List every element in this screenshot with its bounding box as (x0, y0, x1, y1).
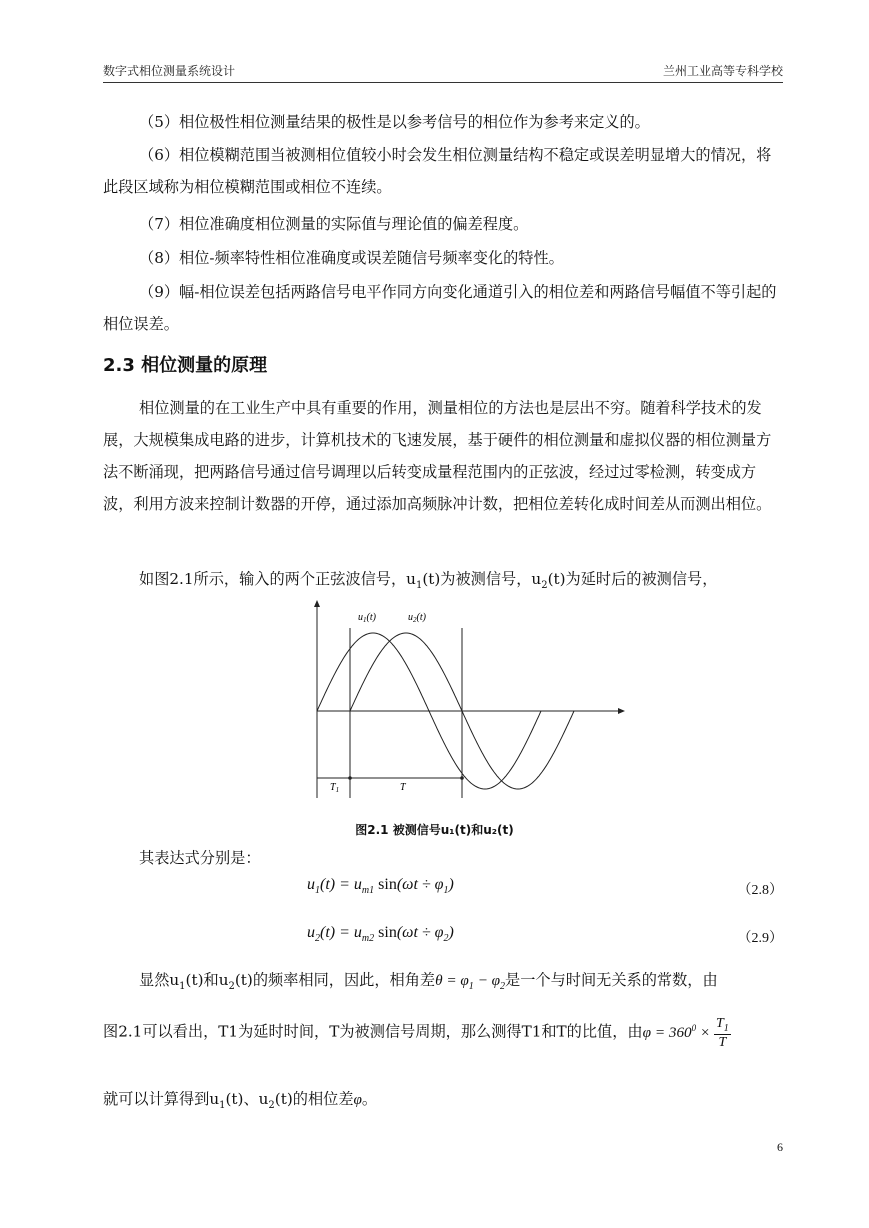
phi-symbol: φ (353, 1091, 362, 1108)
equation-2-8 (307, 876, 454, 896)
label-u1-sub: 1 (363, 616, 367, 624)
equation-number-2-8: （2.8） (737, 883, 783, 898)
x-axis-arrow (618, 708, 625, 714)
text-run: (t)的相位差 (274, 1090, 354, 1108)
label-T: T (400, 782, 406, 793)
label-u2-sub: 2 (413, 616, 417, 624)
subscript: 2 (541, 580, 548, 592)
intro-paragraph: 相位测量的在工业生产中具有重要的作用，测量相位的方法也是层出不穷。随着科学技术的发展，大规模集成电路的进步，计算机技术的飞速发展，基于硬件的相位测量和虚拟仪器的相位测量方法不断涌现，把两路信号通过信号调理以后转变成量程范围内的正弦波，经过过零检测，转变成方波，利用方波来控制计数器的开停，通过添加高频脉冲计数，把相位差转化成时间差从而测出相位。 (103, 399, 772, 513)
text-run: (t)、u (225, 1090, 269, 1108)
phi-expression (642, 1016, 731, 1050)
eq-part: (t) = u (320, 876, 362, 893)
eq-sub: 1 (443, 885, 449, 897)
label-T1-sub: 1 (335, 786, 340, 794)
text-run: (t)和u (185, 971, 229, 989)
label-T1 (330, 782, 339, 794)
eq-sub: m1 (361, 885, 375, 897)
eq-part: (t) = u (320, 924, 362, 941)
eq-part: θ = φ (435, 972, 469, 989)
paragraph-item-8: （8）相位-频率特性相位准确度或误差随信号频率变化的特性。 (139, 249, 564, 267)
paragraph-item-6: （6）相位模糊范围当被测相位值较小时会发生相位测量结构不稳定或误差明显增大的情况，将此段区域称为相位模糊范围或相位不连续。 (103, 146, 772, 196)
eq-part: ) (448, 876, 454, 893)
eq-sup: 0 (691, 1022, 697, 1033)
eq-part: ) (448, 924, 454, 941)
text-run: (t)为延时后的被测信号， (547, 570, 718, 588)
figure-caption: 图2.1 被测信号u₁(t)和u₂(t) (355, 823, 514, 837)
eq-part: sin (374, 876, 397, 893)
subscript: 1 (179, 981, 186, 993)
span-dot (348, 776, 352, 780)
text-run: 如图2.1所示，输入的两个正弦波信号，u (139, 570, 416, 588)
span-dot (460, 776, 464, 780)
text-run: (t)的频率相同，因此，相角差 (234, 971, 436, 989)
label-u1-base: u (358, 612, 363, 623)
section-heading: 2.3 相位测量的原理 (103, 355, 268, 376)
eq-sub: 2 (315, 933, 320, 945)
subscript: 2 (228, 981, 235, 993)
eq-part: − φ (473, 972, 501, 989)
text-run: 图2.1可以看出，T1为延时时间，T为被测信号周期，那么测得T1和T的比值，由 (103, 1022, 643, 1041)
eq-sub: 2 (500, 981, 506, 993)
eq-part: u (307, 924, 315, 941)
equation-2-9 (307, 924, 454, 944)
equation-number-2-9: （2.9） (737, 931, 783, 946)
conclusion-line-1 (139, 964, 789, 1003)
subscript: 1 (415, 580, 423, 592)
y-axis-arrow (314, 600, 320, 607)
theta-expression (435, 972, 506, 993)
page-number: 6 (777, 1140, 783, 1154)
eq-part: × (696, 1023, 711, 1041)
expression-lead: 其表达式分别是： (139, 849, 261, 867)
fraction-numerator (714, 1016, 731, 1035)
fraction-denominator: T (718, 1034, 727, 1050)
eq-sub: 1 (468, 981, 474, 993)
sine-wave-figure (300, 598, 630, 803)
label-T1-base: T (330, 782, 336, 793)
eq-sub: 2 (443, 933, 449, 945)
eq-sub: 1 (315, 885, 320, 897)
text-run: 显然u (139, 971, 180, 989)
subscript: 1 (219, 1100, 226, 1112)
paragraph-item-5: （5）相位极性相位测量结果的极性是以参考信号的相位作为参考来定义的。 (139, 113, 650, 131)
header-rule (103, 82, 783, 83)
eq-part: sin (374, 924, 397, 941)
text-run: 是一个与时间无关系的常数，由 (505, 971, 718, 989)
paragraph-item-7: （7）相位准确度相位测量的实际值与理论值的偏差程度。 (139, 215, 529, 233)
label-u1 (358, 612, 377, 624)
label-u2 (408, 612, 427, 624)
text-run: 。 (361, 1090, 378, 1108)
eq-part: (ωt ÷ φ (396, 924, 444, 941)
label-u2-arg: (t) (416, 612, 426, 623)
eq-sub: m2 (361, 933, 375, 945)
eq-part: u (307, 876, 315, 893)
eq-sub: 1 (723, 1022, 729, 1034)
paragraph-item-9: （9）幅-相位误差包括两路信号电平作同方向变化通道引入的相位差和两路信号幅值不等引起的相位误差。 (103, 283, 777, 333)
conclusion-line-3 (103, 1083, 783, 1122)
figure-intro-paragraph (103, 563, 783, 602)
eq-part: (ωt ÷ φ (396, 876, 444, 893)
fraction (714, 1016, 731, 1050)
text-run: (t)为被测信号，u (422, 570, 542, 588)
eq-part: T (716, 1016, 724, 1031)
conclusion-line-2 (103, 1016, 793, 1050)
header-left-title: 数字式相位测量系统设计 (103, 64, 236, 78)
text-run: 就可以计算得到u (103, 1090, 220, 1108)
label-u2-base: u (408, 612, 413, 623)
eq-part: φ = 360 (642, 1023, 692, 1041)
subscript: 2 (268, 1100, 275, 1112)
header-right-school: 兰州工业高等专科学校 (662, 64, 783, 78)
label-u1-arg: (t) (366, 612, 376, 623)
